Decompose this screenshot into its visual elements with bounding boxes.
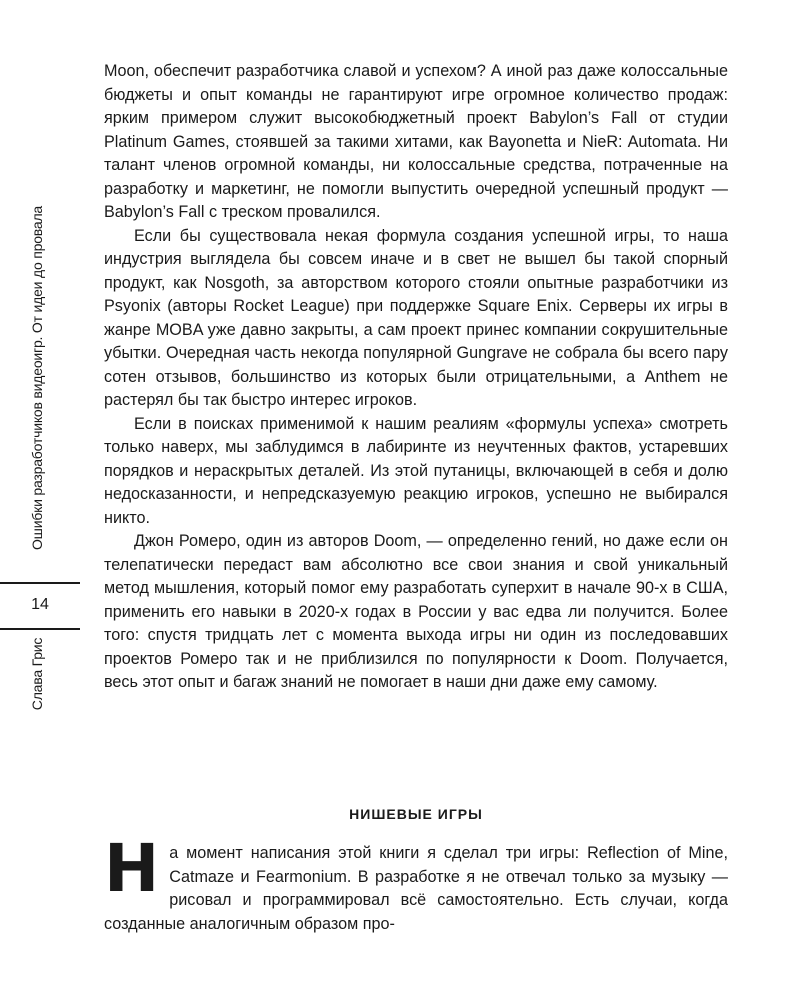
drop-cap: Н xyxy=(104,830,160,907)
page-number-rule-top xyxy=(0,582,80,584)
running-author xyxy=(26,628,48,720)
running-book-title xyxy=(26,190,48,565)
section-paragraph xyxy=(104,830,728,936)
section-heading: НИШЕВЫЕ ИГРЫ xyxy=(349,806,483,822)
paragraph: Moon, обеспечит разработчика славой и успехом? А иной раз даже колоссальные бюджеты и опыт команды не гарантируют игре огромное количество продаж: ярким примером служит высокобюджетный проект Babylon’s Fall от студии Platinum Games, стоявшей за такими хитами, как Bayonetta и NieR: Automata. Ни талант членов огромной команды, ни колоссальные средства, потраченные на разработку и маркетинг, не помогли выпустить очередной успешный продукт — Babylon’s Fall с треском провалился. xyxy=(104,62,728,221)
paragraph: Если в поисках применимой к нашим реалиям «формулы успеха» смотреть только наверх, мы заблудимся в лабиринте из неучтенных фактов, устаревших порядков и нераскрытых деталей. Из этой путаницы, включающей в себя и долю недосказанности, и непредсказуемую реакцию игроков, успешно не выбирался никто. xyxy=(104,414,728,527)
paragraph: Джон Ромеро, один из авторов Doom, — определенно гений, но даже если он телепатически передаст вам абсолютно все свои знания и свой уникальный метод мышления, который помог ему разработать суперхит в начале 90-х в США, применить его навыки в 2020-х годах в России у вас едва ли получится. Более того: спустя тридцать лет с момента выхода игры ни один из последовавших проектов Ромеро так и не приблизился по популярности к Doom. Получается, весь этот опыт и багаж знаний не помогает в наши дни даже ему самому. xyxy=(104,532,728,691)
book-title-text: Ошибки разработчиков видеоигр. От идеи до провала xyxy=(29,205,46,550)
author-text: Слава Грис xyxy=(29,637,45,711)
page-number: 14 xyxy=(31,596,49,613)
paragraph: Если бы существовала некая формула создания успешной игры, то наша индустрия выглядела бы совсем иначе и в свет не вышел бы такой спорный продукт, как Nosgoth, за авторством которого стояли опытные разработчики из Psyonix (авторы Rocket League) при поддержке Square Enix. Серверы их игры в жанре MOBA уже давно закрыты, а сам проект принес компании сокрушительные убытки. Очередная часть некогда популярной Gungrave не собрала бы всего пару сотен отзывов, большинство из которых были отрицательными, а Anthem не растерял бы так быстро интерес игроков. xyxy=(104,226,728,409)
main-text xyxy=(104,60,728,695)
section-paragraph-text: а момент написания этой книги я сделал три игры: Reflection of Mine, Catmaze и Fearmonium. В разработке я не отвечал только за музыку — рисовал и программировал всё самостоятельно. Есть случаи, когда созданные аналогичным образом про- xyxy=(104,844,728,933)
